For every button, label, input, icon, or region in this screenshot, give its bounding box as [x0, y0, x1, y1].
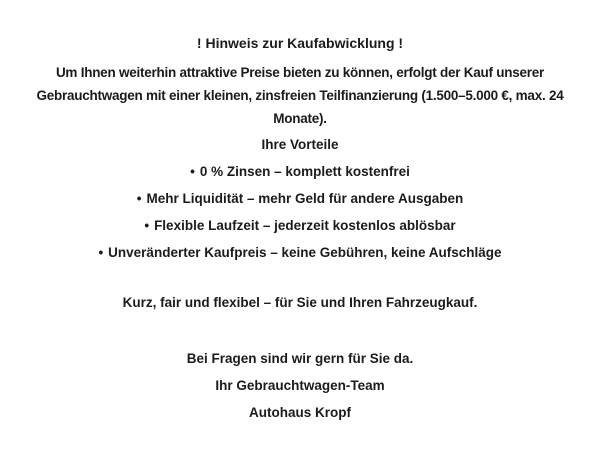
benefit-text: Flexible Laufzeit – jederzeit kostenlos ablösbar — [154, 218, 456, 233]
benefit-item-zinsen — [0, 158, 600, 185]
benefits-list — [0, 158, 600, 266]
intro-line-1: Um Ihnen weiterhin attraktive Preise bieten zu können, erfolgt der Kauf unserer — [55, 65, 545, 80]
summary-line: Kurz, fair und flexibel – für Sie und Ihren Fahrzeugkauf. — [122, 295, 478, 310]
bullet-icon: • — [144, 218, 150, 233]
closing-line-dealership: Autohaus Kropf — [249, 405, 351, 420]
benefit-text: 0 % Zinsen – komplett kostenfrei — [199, 164, 410, 179]
benefit-item-liquiditaet — [0, 185, 600, 212]
benefits-heading: Ihre Vorteile — [261, 137, 339, 152]
benefit-item-laufzeit — [0, 212, 600, 239]
closing-block — [0, 345, 600, 426]
intro-line-2: Gebrauchtwagen mit einer kleinen, zinsfreien Teilfinanzierung (1.500–5.000 €, max. 24 — [36, 88, 564, 103]
closing-line-contact: Bei Fragen sind wir gern für Sie da. — [186, 351, 414, 366]
closing-line-team: Ihr Gebrauchtwagen-Team — [215, 378, 385, 393]
notice-title: ! Hinweis zur Kaufabwicklung ! — [196, 35, 404, 51]
intro-paragraph — [0, 61, 600, 130]
benefit-text: Unveränderter Kaufpreis – keine Gebühren, keine Aufschläge — [108, 245, 502, 260]
benefit-text: Mehr Liquidität – mehr Geld für andere Ausgaben — [146, 191, 464, 206]
intro-line-3: Monate). — [273, 111, 327, 126]
bullet-icon: • — [190, 164, 195, 179]
bullet-icon: • — [98, 245, 104, 260]
benefit-item-kaufpreis — [0, 239, 600, 266]
bullet-icon: • — [136, 191, 142, 206]
